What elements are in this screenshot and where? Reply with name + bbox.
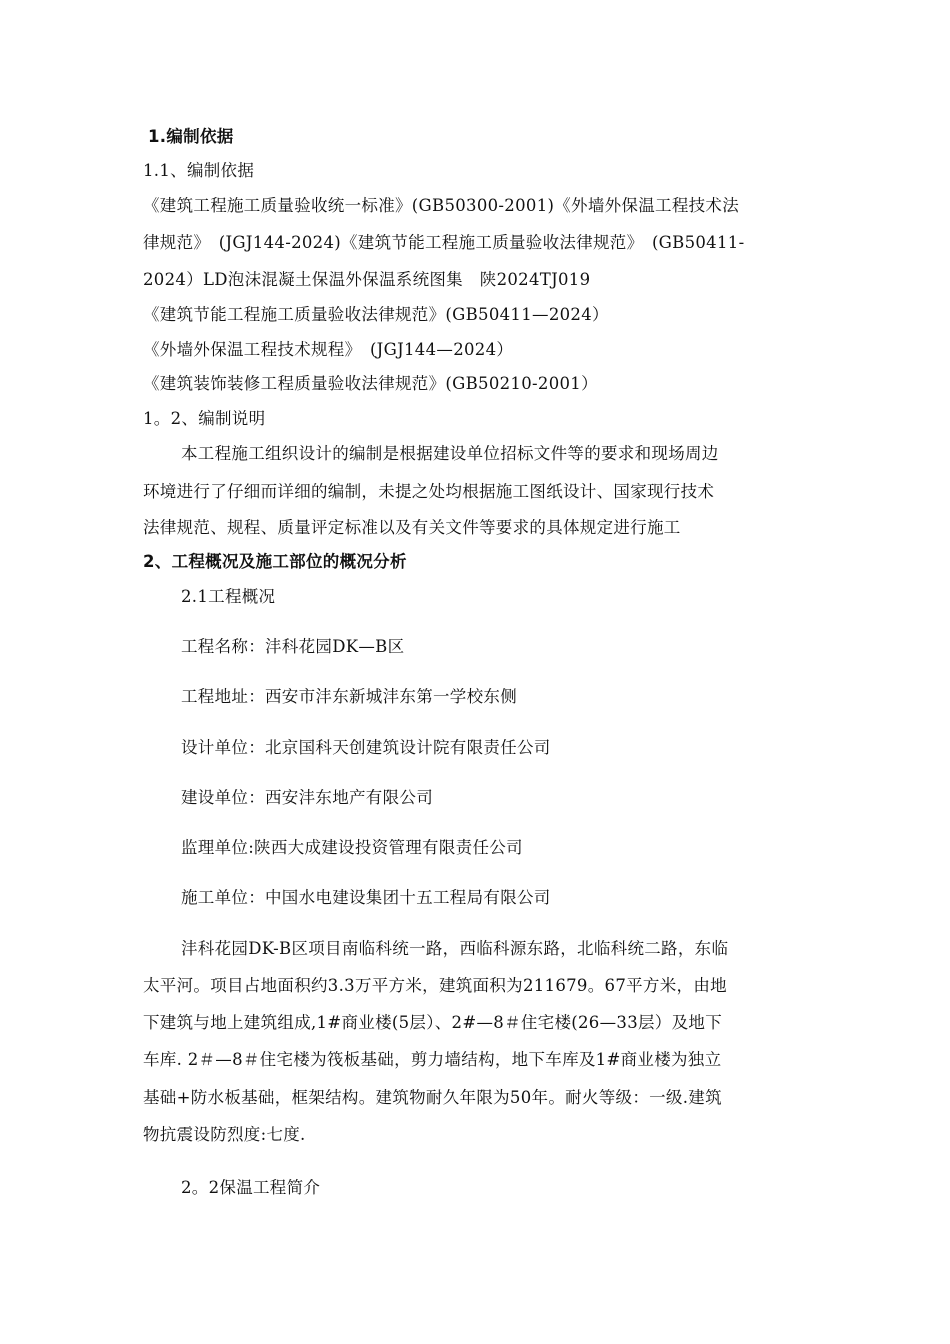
description-line: 下建筑与地上建筑组成,1#商业楼(5层）、2#—8＃住宅楼(26—33层）及地下 [143, 1013, 723, 1032]
basis-line: 《建筑节能工程施工质量验收法律规范》(GB50411—2024） [143, 305, 609, 324]
description-line: 太平河。项目占地面积约3.3万平方米，建筑面积为211679。67平方米，由地 [143, 976, 727, 995]
project-info-contractor: 施工单位：中国水电建设集团十五工程局有限公司 [181, 888, 551, 907]
subheading-1-1: 1.1、编制依据 [143, 161, 255, 180]
heading-project-overview: 2、工程概况及施工部位的概况分析 [143, 552, 407, 571]
basis-line: 《外墙外保温工程技术规程》 (JGJ144—2024） [143, 340, 514, 359]
explain-line: 环境进行了仔细而详细的编制，未提之处均根据施工图纸设计、国家现行技术 [143, 482, 715, 501]
description-line: 物抗震设防烈度:七度. [143, 1125, 306, 1144]
project-info-supervisor: 监理单位:陕西大成建设投资管理有限责任公司 [181, 838, 523, 857]
explain-line: 法律规范、规程、质量评定标准以及有关文件等要求的具体规定进行施工 [143, 518, 681, 537]
project-info-owner: 建设单位：西安沣东地产有限公司 [181, 788, 433, 807]
heading-compilation-basis: 1.编制依据 [148, 127, 234, 146]
subheading-1-2: 1。2、编制说明 [143, 409, 266, 428]
basis-line: 律规范》 (JGJ144-2024)《建筑节能工程施工质量验收法律规范》 (GB50411- [143, 233, 745, 252]
subheading-2-1: 2.1工程概况 [181, 587, 276, 606]
description-line: 基础+防水板基础，框架结构。建筑物耐久年限为50年。耐火等级：一级.建筑 [143, 1088, 722, 1107]
description-line: 沣科花园DK-B区项目南临科统一路，西临科源东路，北临科统二路，东临 [181, 939, 729, 958]
description-line: 车库. 2＃—8＃住宅楼为筏板基础，剪力墙结构，地下车库及1#商业楼为独立 [143, 1050, 722, 1069]
subheading-2-2: 2。2保温工程简介 [181, 1178, 321, 1197]
project-info-address: 工程地址：西安市沣东新城沣东第一学校东侧 [181, 687, 517, 706]
basis-line: 《建筑装饰装修工程质量验收法律规范》(GB50210-2001） [143, 374, 598, 393]
basis-line: 2024）LD泡沫混凝土保温外保温系统图集 陕2024TJ019 [143, 270, 591, 289]
project-info-designer: 设计单位：北京国科天创建筑设计院有限责任公司 [181, 738, 551, 757]
project-info-name: 工程名称：沣科花园DK—B区 [181, 637, 405, 656]
basis-line: 《建筑工程施工质量验收统一标准》(GB50300-2001)《外墙外保温工程技术法 [143, 196, 740, 215]
explain-line: 本工程施工组织设计的编制是根据建设单位招标文件等的要求和现场周边 [181, 444, 719, 463]
